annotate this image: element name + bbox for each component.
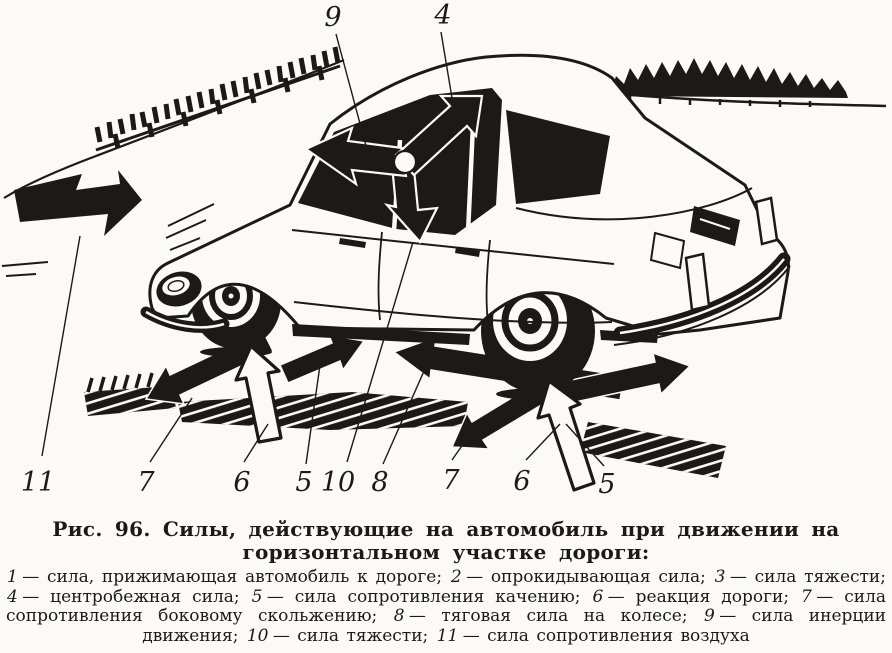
figure-title: Силы, действующие на автомобиль при движении на горизонтальном участке дороги: — [162, 517, 840, 564]
legend-items: 1 — сила, прижимающая автомобиль к дороге; 2 — опрокидывающая сила; 3 — сила тяжести; 4 — центробежная сила; 5 — сила сопротивления качению; 6 — реакция дороги; 7 — сила сопротивления боковому скольжению; 8 — тяговая сила на колесе; 9 — сила инерции движения; 10 — сила тяжести; 11 — сила сопротивления воздуха — [6, 567, 887, 646]
legend-item-number: 7 — [801, 586, 812, 607]
legend-item-number: 5 — [251, 586, 263, 607]
label-5-rear: 5 — [598, 469, 616, 500]
legend-item-number: 11 — [436, 625, 459, 646]
road-band-middle-hatch — [178, 392, 468, 430]
legend-item-number: 2 — [450, 567, 462, 587]
tree-line — [612, 58, 848, 98]
legend-item-number: 4 — [7, 586, 18, 607]
label-7-rear: 7 — [442, 465, 460, 496]
label-11: 11 — [20, 467, 56, 498]
grass-ticks-row1 — [97, 47, 338, 142]
label-6-rear: 6 — [513, 466, 531, 497]
legend-item-number: 9 — [703, 606, 715, 626]
label-10: 10 — [320, 467, 356, 498]
figure-number: Рис. 96. — [52, 517, 151, 541]
legend-item-number: 1 — [7, 567, 18, 587]
center-of-gravity-ball — [394, 151, 416, 173]
label-9: 9 — [324, 2, 342, 33]
figure-legend — [6, 568, 886, 646]
legend-item-number: 8 — [393, 606, 405, 626]
label-6-front: 6 — [233, 467, 251, 498]
legend-item-number: 6 — [592, 586, 604, 607]
legend-item-number: 10 — [246, 625, 269, 646]
legend-item-number: 3 — [714, 567, 726, 587]
label-7-front: 7 — [137, 467, 155, 498]
label-4: 4 — [434, 0, 452, 31]
arrow-air-resistance-11 — [14, 170, 142, 236]
arrow-rolling-resistance-front-5 — [280, 335, 364, 383]
label-5-front: 5 — [295, 467, 313, 498]
figure-caption — [16, 518, 876, 564]
label-8: 8 — [371, 467, 389, 498]
